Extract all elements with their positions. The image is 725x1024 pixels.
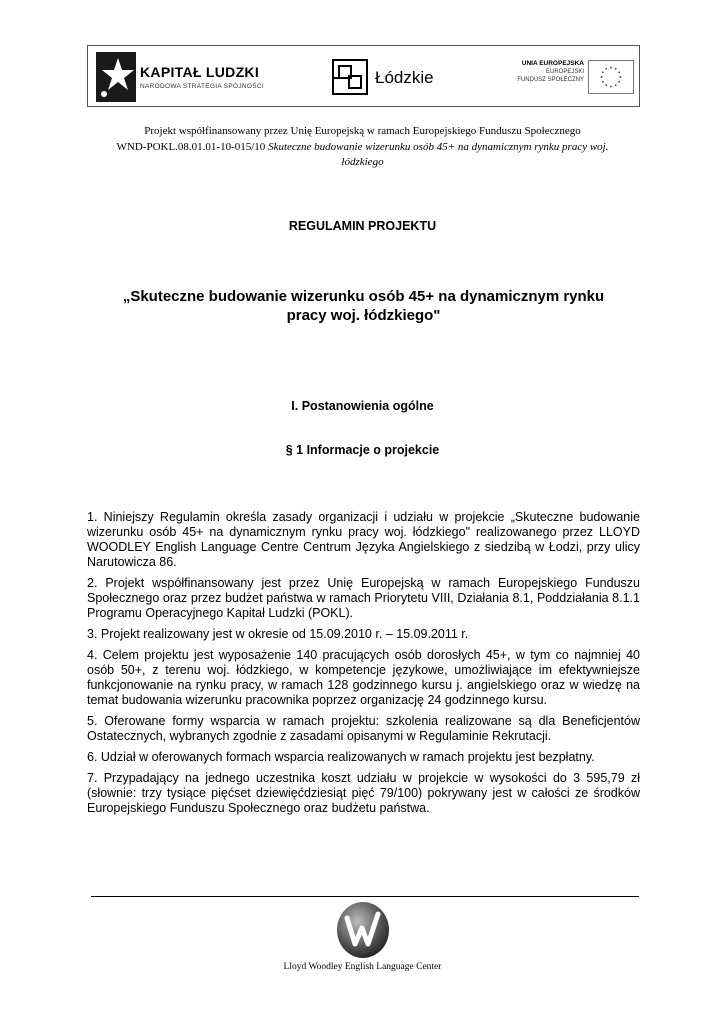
regulation-point: 7. Przypadający na jednego uczestnika koszt udziału w projekcie w wysokości do 3 595,79 zł (słownie: trzy tysiące pięćset dziewięćdziesiąt pięć 79/100) pokrywany jest w całości ze środków Europejskiego Funduszu Społecznego oraz budżetu państwa. <box>87 771 640 815</box>
eu-flag-icon <box>588 60 634 94</box>
lloyd-woodley-logo-icon <box>335 900 391 960</box>
regulation-point: 1. Niniejszy Regulamin określa zasady organizacji i udziału w projekcie „Skuteczne budowanie wizerunku osób 45+ na dynamicznym rynku pracy woj. łódzkiego" realizowanego przez LLOYD WOODLEY English Language Centre Centrum Języka Angielskiego z siedzibą w Łodzi, przy ulicy Narutowicza 86. <box>87 510 640 569</box>
project-title-line1: „Skuteczne budowanie wizerunku osób 45+ na dynamicznym rynku <box>122 288 605 305</box>
regulation-point: 2. Projekt współfinansowany jest przez Unię Europejską w ramach Europejskiego Funduszu Społecznego oraz przez budżet państwa w ramach Priorytetu VIII, Działania 8.1, Poddziałania 8.1.1 Programu Operacyjnego Kapitał Ludzki (POKL). <box>87 576 640 620</box>
region-name: Łódzkie <box>375 68 434 87</box>
kapital-ludzki-star-icon <box>96 52 136 102</box>
section-title: I. Postanowienia ogólne <box>291 399 434 413</box>
paragraph-title: § 1 Informacje o projekcie <box>285 443 440 457</box>
lodzkie-logo <box>331 58 451 98</box>
project-title <box>87 287 640 325</box>
cofinancing-line3 <box>60 155 665 170</box>
document-title: REGULAMIN PROJEKTU <box>288 219 437 233</box>
project-title-line2: pracy woj. łódzkiego" <box>286 307 441 324</box>
kapital-ludzki-logo <box>96 52 276 104</box>
lodzkie-emblem-icon <box>331 58 369 96</box>
eu-logo <box>506 60 636 96</box>
cofinancing-line1: Projekt współfinansowany przez Unię Europejską w ramach Europejskiego Funduszu Społecznego <box>144 125 581 137</box>
eu-line2: EUROPEJSKI <box>545 69 584 75</box>
project-code: WND-POKL.08.01.01-10-015/10 <box>116 141 266 153</box>
regulation-point: 4. Celem projektu jest wyposażenie 140 pracujących osób dorosłych 45+, w tym co najmniej 40 osób 50+, z terenu woj. łódzkiego, w kompetencje językowe, umożliwiające im efektywniejsze funkcjonowanie na rynku pracy, w ramach 128 godzinnego kursu j. angielskiego oraz w wiedzę na temat budowania wizerunku pracownika poprzez organizację 24 godzinnego kursu. <box>87 648 640 707</box>
eu-line3: FUNDUSZ SPOŁECZNY <box>517 77 584 83</box>
regulation-point: 6. Udział w oferowanych formach wsparcia realizowanych w ramach projektu jest bezpłatny. <box>87 750 595 764</box>
project-name-italic: Skuteczne budowanie wizerunku osób 45+ na dynamicznym rynku pracy woj. <box>268 141 609 153</box>
project-name-italic-cont: łódzkiego <box>341 156 384 168</box>
cofinancing-line2 <box>60 140 665 155</box>
kapital-ludzki-title: KAPITAŁ LUDZKI <box>140 64 260 80</box>
eu-title: UNIA EUROPEJSKA <box>521 60 584 67</box>
regulations-body <box>87 510 640 822</box>
footer-text: Lloyd Woodley English Language Center <box>283 962 442 972</box>
footer-divider <box>91 896 639 897</box>
regulation-point: 5. Oferowane formy wsparcia w ramach projektu: szkolenia realizowane są dla Beneficjentów Ostatecznych, wybranych zgodnie z zasadami opisanymi w Regulaminie Rekrutacji. <box>87 714 640 743</box>
logo-bar <box>87 45 640 107</box>
eu-text <box>506 60 584 84</box>
kapital-ludzki-subtitle: NARODOWA STRATEGIA SPÓJNOŚCI <box>140 83 264 90</box>
regulation-point: 3. Projekt realizowany jest w okresie od 15.09.2010 r. – 15.09.2011 r. <box>87 627 469 641</box>
